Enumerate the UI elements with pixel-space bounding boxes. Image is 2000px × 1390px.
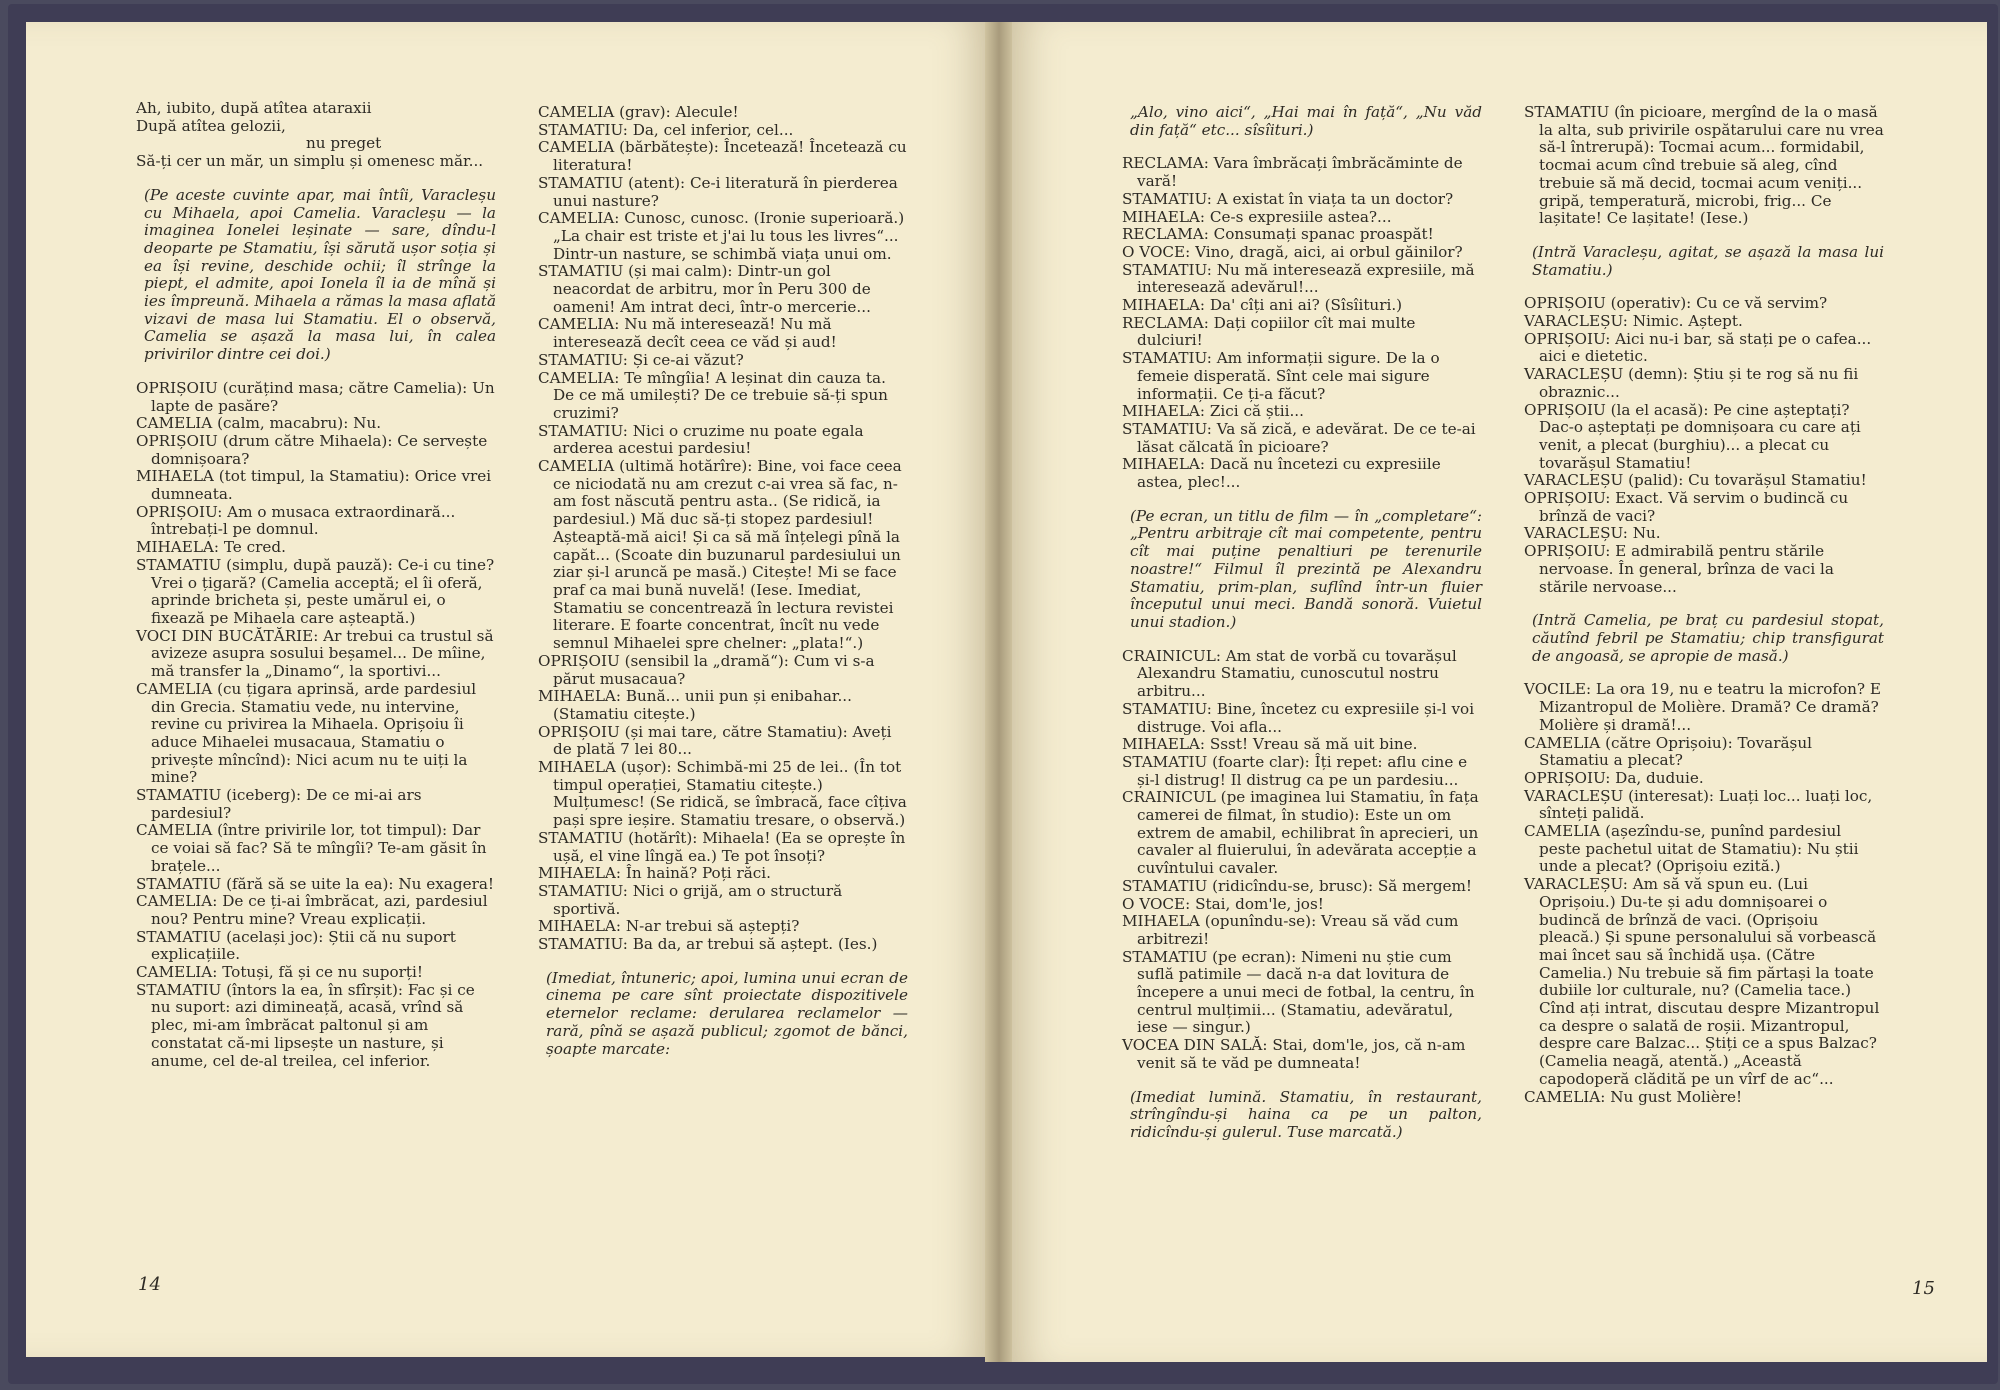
dialogue-block (1122, 155, 1482, 491)
dialogue-line: OPRIȘOIU (operativ): Cu ce vă servim? (1524, 294, 1828, 313)
dialogue-line: OPRIȘOIU (sensibil la „dramă“): Cum vi s-a părut musacaua? (538, 651, 875, 688)
dialogue-line: RECLAMA: Consumați spanac proaspăt! (1122, 225, 1434, 244)
left-page (26, 22, 986, 1357)
dialogue-block (136, 380, 496, 1070)
dialogue-line: STAMATIU: Nu mă interesează expresiile, mă interesează adevărul!... (1122, 260, 1475, 297)
dialogue-line: MIHAELA: Ce-s expresiile astea?... (1122, 207, 1392, 226)
dialogue-line: MIHAELA (tot timpul, la Stamatiu): Orice vrei dumneata. (136, 467, 492, 504)
dialogue-line: STAMATIU: Și ce-ai văzut? (538, 350, 744, 369)
right-column-a (1122, 104, 1482, 1158)
dialogue-line: OPRIȘOIU (și mai tare, către Stamatiu): Aveți de plată 7 lei 80... (538, 722, 892, 759)
dialogue-line: CAMELIA (grav): Alecule! (538, 103, 739, 121)
dialogue-line: CAMELIA: De ce ți-ai îmbrăcat, azi, pardesiul nou? Pentru mine? Vreau explicații. (136, 892, 488, 928)
dialogue-line: OPRIȘOIU (curățind masa; către Camelia): Un lapte de pasăre? (136, 378, 495, 415)
dialogue-line: STAMATIU (hotărît): Mihaela! (Ea se oprește în ușă, el vine lîngă ea.) Te pot însoți? (538, 828, 906, 865)
dialogue-line: STAMATIU (întors la ea, în sfîrșit): Fac și ce nu suport: azi dimineață, acasă, vrînd să plec, mi-am îmbrăcat paltonul și am constatat că-mi lipsește un nasture, și anume, cel de-al treilea, cel inferior. (136, 980, 475, 1070)
book-gutter (985, 22, 1013, 1362)
poem-line: Ah, iubito, după atîtea ataraxii (136, 99, 372, 117)
dialogue-line: STAMATIU: Nici o cruzime nu poate egala arderea acestui pardesiu! (538, 421, 864, 458)
dialogue-line: RECLAMA: Vara îmbrăcați îmbrăcăminte de vară! (1122, 154, 1463, 191)
dialogue-line: STAMATIU: Va să zică, e adevărat. De ce te-ai lăsat călcată în picioare? (1122, 419, 1476, 456)
dialogue-line: STAMATIU: Am informații sigure. De la o femeie disperată. Sînt cele mai sigure informații. Ce ți-a făcut? (1122, 349, 1440, 403)
dialogue-line: O VOCE: Stai, dom'le, jos! (1122, 894, 1324, 913)
dialogue-line: CRAINICUL: Am stat de vorbă cu tovarășul Alexandru Stamatiu, cunoscutul nostru arbitru... (1122, 646, 1457, 701)
dialogue-line: MIHAELA: În haină? Poți răci. (538, 864, 771, 883)
dialogue-line: MIHAELA: Da' cîți ani ai? (Sîsîituri.) (1122, 296, 1403, 315)
poem (136, 100, 496, 171)
right-page (1012, 22, 1987, 1362)
dialogue-line: CAMELIA (calm, macabru): Nu. (136, 414, 382, 433)
dialogue-line: VOCEA DIN SALĂ: Stai, dom'le, jos, că n-am venit să te văd pe dumneata! (1122, 1036, 1466, 1072)
dialogue-line: MIHAELA (opunîndu-se): Vreau să văd cum arbitrezi! (1122, 912, 1459, 948)
dialogue-block (538, 104, 908, 954)
dialogue-line: CAMELIA (bărbătește): Încetează! Încetează cu literatura! (538, 138, 907, 175)
dialogue-line: STAMATIU: Bine, încetez cu expresiile și-l voi distruge. Voi afla... (1122, 699, 1475, 736)
stage-direction: (Pe ecran, un titlu de film — în „completare“: „Pentru arbitraje cît mai competente, pentru cît mai puține penaltiuri pe terenurile noastre!“ Filmul îl prezintă pe Alexandru Stamatiu, prim-plan, suflînd într-un fluier începutul unui meci. Bandă sonoră. Vuietul unui stadion.) (1130, 506, 1482, 631)
dialogue-line: OPRIȘOIU: Am o musaca extraordinară... întrebați-l pe domnul. (136, 502, 456, 539)
dialogue-line: OPRIȘOIU: Exact. Vă servim o budincă cu brînză de vaci? (1524, 489, 1849, 525)
stage-direction: „Alo, vino aici“, „Hai mai în față“, „Nu văd din față“ etc... sîsîituri.) (1130, 103, 1482, 139)
dialogue-line: MIHAELA (ușor): Schimbă-mi 25 de lei.. (În tot timpul operației, Stamatiu citește.) Mulțumesc! (Se ridică, se îmbracă, face cîțiva pași spre ieșire. Stamatiu tresare, o observă.) (538, 758, 907, 830)
dialogue-line: MIHAELA: Bună... unii pun și enibahar... (Stamatiu citește.) (538, 687, 852, 723)
dialogue-line: CAMELIA: Te mîngîia! A leșinat din cauza ta. De ce mă umilești? De ce trebuie să-ți spun cruzimi? (538, 368, 888, 422)
dialogue-line: VOCI DIN BUCĂTĂRIE: Ar trebui ca trustul să avizeze asupra sosului beșamel... De mîine, mă transfer la „Dinamo“, la sportivi... (136, 626, 494, 681)
stage-direction: (Intră Camelia, pe braț cu pardesiul stopat, căutînd febril pe Stamatiu; chip transfigurat de angoasă, se apropie de masă.) (1532, 611, 1884, 665)
dialogue-line: OPRIȘOIU: Da, duduie. (1524, 768, 1704, 787)
poem-line: După atîtea gelozii, (136, 116, 286, 135)
dialogue-line: CAMELIA (cu țigara aprinsă, arde pardesiul din Grecia. Stamatiu vede, nu intervine, revine cu privirea la Mihaela. Oprișoiu îi aduce Mihaelei musacaua, Stamatiu o privește mîncînd): Nici acum nu te uiți la mine? (136, 679, 477, 787)
dialogue-line: CAMELIA (între privirile lor, tot timpul): Dar ce voiai să fac? Să te mîngîi? Te-am găsit în brațele... (136, 821, 487, 875)
left-column-b (538, 104, 908, 1074)
dialogue-line: STAMATIU (în picioare, mergînd de la o masă la alta, sub privirile ospătarului care nu vrea să-l întrerupă): Tocmai acum... formidabil, tocmai acum cînd trebuie să aleg, cînd trebuie să mă decid, tocmai acum veniți... gripă, temperatură, microbi, frig... Ce lașitate! Ce lașitate! (Iese.) (1524, 103, 1884, 228)
dialogue-line: STAMATIU (pe ecran): Nimeni nu știe cum suflă patimile — dacă n-a dat lovitura de începere a unui meci de fotbal, la centru, în centrul mulțimii... (Stamatiu, adevăratul, iese — singur.) (1122, 947, 1475, 1037)
page-number: 14 (138, 1274, 161, 1295)
dialogue-line: STAMATIU (și mai calm): Dintr-un gol neacordat de arbitru, mor în Peru 300 de oameni! Am intrat deci, într-o mercerie... (538, 262, 871, 316)
dialogue-line: CAMELIA (ultimă hotărîre): Bine, voi face ceea ce niciodată nu am crezut c-ai vrea să fac, n-am fost născută pentru asta.. (Se ridică, ia pardesiul.) Mă duc să-ți stopez pardesiul! Așteaptă-mă aici! Și ca să mă înțelegi pînă la capăt... (Scoate din buzunarul pardesiului un ziar și-l aruncă pe masă.) Citește! Mi se face praf ca mai bună nuvelă! (Iese. Imediat, Stamatiu se concentrează în lectura revistei literare. E foarte concentrat, încît nu vede semnul Mihaelei spre chelner: „plata!“.) (538, 457, 902, 653)
dialogue-line: CAMELIA (către Oprișoiu): Tovarășul Stamatiu a plecat? (1524, 733, 1812, 770)
dialogue-line: CAMELIA (așezîndu-se, punînd pardesiul peste pachetul uitat de Stamatiu): Nu știi unde a plecat? (Oprișoiu ezită.) (1524, 822, 1859, 876)
dialogue-block (1524, 104, 1884, 228)
dialogue-line: STAMATIU (fără să se uite la ea): Nu exagera! (136, 874, 494, 893)
dialogue-line: CAMELIA: Nu mă interesează! Nu mă interesează decît ceea ce văd și aud! (538, 315, 837, 352)
dialogue-line: O VOCE: Vino, dragă, aici, ai orbul găinilor? (1122, 242, 1463, 261)
dialogue-line: STAMATIU (atent): Ce-i literatură în pierderea unui nasture? (538, 173, 898, 210)
poem-line: nu preget (306, 134, 382, 153)
dialogue-line: VARACLEȘU (palid): Cu tovarășul Stamatiu! (1524, 471, 1867, 490)
dialogue-line: MIHAELA: Dacă nu încetezi cu expresiile astea, plec!... (1122, 455, 1441, 492)
dialogue-line: STAMATIU: Ba da, ar trebui să aștept. (Ies.) (538, 935, 878, 954)
dialogue-line: VARACLEȘU (demn): Știu și te rog să nu fii obraznic... (1524, 365, 1859, 401)
dialogue-line: CAMELIA: Totuși, fă și ce nu suporți! (136, 963, 423, 982)
dialogue-line: MIHAELA: N-ar trebui să aștepți? (538, 917, 800, 936)
dialogue-line: STAMATIU (același joc): Știi că nu suport explicațiile. (136, 927, 456, 964)
dialogue-line: MIHAELA: Te cred. (136, 538, 286, 557)
left-column-a (136, 100, 496, 1070)
dialogue-line: CAMELIA: Cunosc, cunosc. (Ironie superioară.) „La chair est triste et j'ai lu tous les livres“... Dintr-un nasture, se schimbă viața unui om. (538, 209, 905, 263)
page-number: 15 (1912, 1278, 1935, 1299)
dialogue-block (1122, 648, 1482, 1073)
dialogue-line: MIHAELA: Ssst! Vreau să mă uit bine. (1122, 735, 1418, 754)
dialogue-line: STAMATIU: Nici o grijă, am o structură sportivă. (538, 881, 843, 918)
dialogue-block (1524, 295, 1884, 596)
dialogue-line: VARACLEȘU: Am să vă spun eu. (Lui Oprișoiu.) Du-te și adu domnișoarei o budincă de brînză de vaci. (Oprișoiu pleacă.) Și spune personalului să vorbească mai încet sau să închidă ușa. (Către Camelia.) Nu trebuie să fim părtași la toate dubiile lor culturale, nu? (Camelia tace.) Cînd ați intrat, discutau despre Mizantropul ca despre o salată de roșii. Mizantropul, despre care Balzac... Știți ce a spus Balzac? (Camelia neagă, atentă.) „Această capodoperă clădită pe un vîrf de ac“... (1524, 875, 1880, 1088)
dialogue-line: STAMATIU (simplu, după pauză): Ce-i cu tine? Vrei o țigară? (Camelia acceptă; el îi oferă, aprinde bricheta și, peste umărul ei, o fixează pe Mihaela care așteaptă.) (136, 555, 495, 627)
stage-direction: (Pe aceste cuvinte apar, mai întîi, Varacleșu cu Mihaela, apoi Camelia. Varacleșu — la imaginea Ionelei leșinate — sare, dîndu-l deoparte pe Stamatiu, își sărută ușor soția și ea își revine, deschide ochii; îl strînge la piept, el admite, apoi Ionela îl ia de mînă și ies împreună. Mihaela a rămas la masa aflată vizavi de masa lui Stamatiu. El o observă, Camelia se așază la masa lui, în calea privirilor dintre cei doi.) (144, 185, 496, 364)
stage-direction: (Imediat lumină. Stamatiu, în restaurant, strîngîndu-și haina ca pe un palton, ridicîndu-și gulerul. Tuse marcată.) (1130, 1087, 1482, 1141)
dialogue-line: RECLAMA: Dați copiilor cît mai multe dulciuri! (1122, 313, 1416, 350)
dialogue-line: OPRIȘOIU (la el acasă): Pe cine așteptați? Dac-o așteptați pe domnișoara cu care ați venit, a plecat (burghiu)... a plecat cu tovarășul Stamatiu! (1524, 400, 1861, 472)
dialogue-line: CAMELIA: Nu gust Molière! (1524, 1087, 1743, 1106)
right-column-b (1524, 104, 1884, 1106)
dialogue-line: MIHAELA: Zici că știi... (1122, 402, 1304, 421)
dialogue-line: OPRIȘOIU: E admirabilă pentru stările nervoase. În general, brînza de vaci la stările nervoase... (1524, 542, 1834, 596)
dialogue-line: VARACLEȘU (interesat): Luați loc... luați loc, sînteți palidă. (1524, 786, 1873, 823)
dialogue-line: STAMATIU (iceberg): De ce mi-ai ars pardesiul? (136, 786, 422, 822)
dialogue-line: VOCILE: La ora 19, nu e teatru la microfon? E Mizantropul de Molière. Dramă? Ce dramă? Molière și dramă!... (1524, 680, 1881, 734)
stage-direction: (Intră Varacleșu, agitat, se așază la masa lui Stamatiu.) (1532, 242, 1884, 279)
dialogue-line: STAMATIU: A existat în viața ta un doctor? (1122, 189, 1454, 208)
dialogue-line: VARACLEȘU: Nimic. Aștept. (1524, 312, 1743, 331)
dialogue-line: VARACLEȘU: Nu. (1524, 524, 1661, 543)
dialogue-line: STAMATIU (foarte clar): Îți repet: aflu cine e și-l distrug! Il distrug ca pe un pardesiu... (1122, 752, 1468, 789)
dialogue-line: CRAINICUL (pe imaginea lui Stamatiu, în fața camerei de filmat, în studio): Este un om extrem de amabil, echilibrat în aprecieri, un cavaler al fluierului, în adevărata accepție a cuvîntului cavaler. (1122, 788, 1479, 878)
dialogue-block (1524, 681, 1884, 1106)
dialogue-line: STAMATIU (ridicîndu-se, brusc): Să mergem! (1122, 876, 1473, 895)
dialogue-line: OPRIȘOIU: Aici nu-i bar, să stați pe o cafea... aici e dietetic. (1524, 329, 1872, 366)
stage-direction: (Imediat, întuneric; apoi, lumina unui ecran de cinema pe care sînt proiectate dispozitivele eternelor reclame: derularea reclamelor — rară, pînă se așază publicul; zgomot de bănci, șoapte marcate: (546, 968, 908, 1058)
dialogue-line: OPRIȘOIU (drum către Mihaela): Ce servește domnișoara? (136, 431, 488, 468)
poem-line: Să-ți cer un măr, un simplu și omenesc măr... (136, 152, 484, 171)
dialogue-line: STAMATIU: Da, cel inferior, cel... (538, 120, 794, 139)
